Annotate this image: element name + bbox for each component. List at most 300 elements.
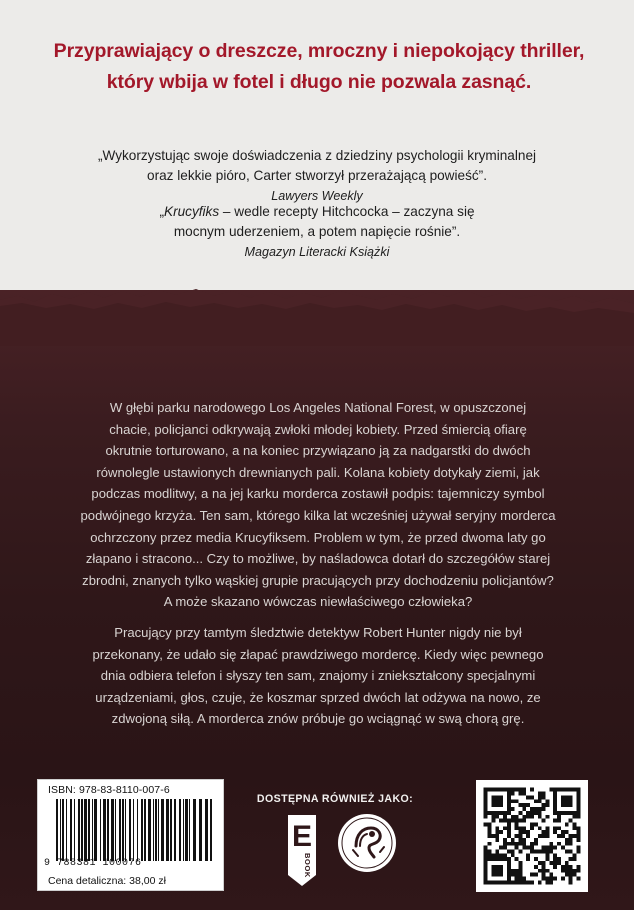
qr-module [538,880,542,884]
synopsis-line: podwójnego krzyża. Ten sam, którego kilka lat wcześniej używał seryjny morderca [80,507,556,523]
barcode-bar [189,799,190,861]
qr-module [569,838,573,842]
qr-module [522,819,526,823]
qr-module [546,826,550,830]
qr-module [538,869,542,873]
qr-module [515,842,519,846]
qr-module [576,838,580,842]
qr-module [573,826,577,830]
synopsis-line: ochrzczony przez media Krucyfiksem. Problem w tym, że przed dwoma laty go [90,529,546,545]
top-paper-section [0,0,634,320]
synopsis-line: podczas modlitwy, a na jej karku morderca zostawił podpis: tajemniczy symbol [91,486,545,502]
qr-module [511,869,515,873]
barcode-bar [92,799,93,861]
qr-module [507,826,511,830]
ebook-letter: E [291,820,313,853]
barcode-bar [210,799,212,861]
qr-module [491,795,503,807]
synopsis-paragraph-1 [38,397,598,613]
barcode-bar [183,799,184,861]
qr-module [565,865,569,869]
qr-module [526,803,530,807]
qr-module [542,830,546,834]
qr-module [488,830,492,834]
qr-module [526,795,530,799]
qr-module [569,850,573,854]
barcode-bar [170,799,172,861]
synopsis-line: równolegle ustawionych drewnianych pali. Kolana kobiety dotykały ziemi, jak [96,464,540,480]
qr-module [534,850,538,854]
barcode-bar [161,799,164,861]
qr-module [576,815,580,819]
barcode-bar [88,799,90,861]
barcode-bar [179,799,181,861]
qr-module [534,811,538,815]
qr-module [534,822,538,826]
barcode-bar [133,799,134,861]
qr-module [530,811,534,815]
barcode-bar [84,799,87,861]
qr-module [549,788,553,792]
qr-module [511,838,515,842]
ebook-word: BOOK [303,853,312,878]
qr-module [507,842,511,846]
barcode-bar [148,799,151,861]
qr-module [511,842,515,846]
qr-module [542,850,546,854]
qr-module [511,792,515,796]
qr-module [522,877,526,881]
synopsis-line: dnia odbiera telefon i słyszy ten sam, znajomy i zniekształcony specjalnymi [100,668,536,684]
qr-module [495,838,499,842]
qr-module [495,853,499,857]
synopsis-line: A może skazano wówczas niewłaściwego człowieka? [163,594,473,610]
barcode-bar [185,799,188,861]
barcode-bar [158,799,159,861]
qr-module [515,846,519,850]
qr-module [542,846,546,850]
qr-module [518,861,522,865]
qr-module [557,861,561,865]
quote-2-line-1-rest: – wedle recepty Hitchcocka – zaczyna się [219,204,475,219]
qr-module [518,880,522,884]
qr-module [542,869,546,873]
isbn-label: ISBN: 978-83-8110-007-6 [48,784,170,796]
quote-2-title: Krucyfiks [164,204,220,219]
barcode-bar [81,799,83,861]
qr-module [565,838,569,842]
qr-module [522,842,526,846]
review-quote-1 [30,146,604,207]
qr-module [491,853,495,857]
qr-module [549,846,553,850]
qr-module [569,869,573,873]
qr-module [522,838,526,842]
qr-module [518,792,522,796]
qr-module [518,803,522,807]
quote-2-line-1: „Krucyfiks – wedle recepty Hitchcocka – zaczyna się [159,204,475,219]
qr-module [503,853,507,857]
qr-module [522,807,526,811]
qr-module [530,846,534,850]
qr-module [484,846,488,850]
synopsis-line: chacie, policjanci odkrywają zwłoki młodej kobiety. Przed śmiercią ofiarę [109,421,527,437]
qr-module [569,842,573,846]
qr-module [542,834,546,838]
qr-module [549,861,553,865]
qr-module [557,815,561,819]
qr-module [573,815,577,819]
qr-module [495,834,499,838]
isbn-barcode-box [37,779,224,891]
barcode-bar [119,799,121,861]
qr-module [503,842,507,846]
qr-module [569,865,573,869]
qr-module [557,834,561,838]
quote-2-line-2: mocnym uderzeniem, a potem napięcie rośnie”. [173,224,461,239]
qr-module [534,842,538,846]
qr-module [553,877,557,881]
barcode-bar [66,799,67,861]
qr-module [522,830,526,834]
barcode-bar [144,799,146,861]
qr-module [546,850,550,854]
qr-module [507,830,511,834]
qr-module [534,799,538,803]
barcode-bar [193,799,196,861]
qr-module [546,830,550,834]
qr-module [538,795,542,799]
audiobook-icon [336,812,398,874]
qr-module [522,815,526,819]
qr-module [534,873,538,877]
qr-module [511,873,515,877]
qr-module [542,865,546,869]
barcode-bar [62,799,64,861]
qr-module [522,880,526,884]
qr-module [538,826,542,830]
barcode-bar [205,799,208,861]
qr-module [546,803,550,807]
quote-1-line-2: oraz lekkie pióro, Carter stworzył przerażającą powieść”. [147,168,487,183]
qr-module [557,842,561,846]
qr-module [553,865,557,869]
qr-module [507,819,511,823]
qr-module [569,873,573,877]
qr-module [503,846,507,850]
qr-module [511,819,515,823]
qr-module [534,838,538,842]
qr-module [495,850,499,854]
barcode-bar [100,799,101,861]
qr-module [546,857,550,861]
qr-module [526,815,530,819]
qr-module [546,815,550,819]
tagline-line-2: który wbija w fotel i długo nie pozwala zasnąć. [106,71,532,93]
synopsis-line: okrutnie torturowano, a na koniec przywiązano ją za nadgarstki do dwóch [105,443,531,459]
qr-module [515,869,519,873]
barcode-bar [166,799,169,861]
barcode-bar [94,799,97,861]
qr-module [518,850,522,854]
qr-module [518,838,522,842]
qr-module [546,877,550,881]
qr-module [515,799,519,803]
qr-module [488,853,492,857]
qr-module [518,873,522,877]
qr-module [499,846,503,850]
barcode-bar [129,799,131,861]
barcode-bar [60,799,61,861]
qr-module [542,807,546,811]
qr-module [518,811,522,815]
synopsis-line: Pracujący przy tamtym śledztwie detektyw Robert Hunter nigdy nie był [114,625,522,640]
barcode-bar [78,799,80,861]
synopsis-line: zbrodni, znanych tylko wąskiej grupie pracujących przy dochodzeniu policjantów? [82,572,554,588]
qr-module [530,795,534,799]
qr-module [488,826,492,830]
qr-module [569,877,573,881]
qr-module [565,842,569,846]
qr-module [518,869,522,873]
quote-2-source: Magazyn Literacki Książki [244,245,390,259]
qr-module [561,846,565,850]
qr-module [573,834,577,838]
qr-module [518,842,522,846]
qr-module [491,865,503,877]
qr-module [546,834,550,838]
qr-module [484,815,488,819]
barcode-bar [107,799,109,861]
qr-module [549,842,553,846]
qr-module [534,865,538,869]
qr-module [569,857,573,861]
qr-module [503,815,507,819]
qr-module [565,850,569,854]
barcode [52,799,218,861]
qr-module [553,846,557,850]
quote-1-line-1: „Wykorzystując swoje doświadczenia z dziedziny psychologii kryminalnej [97,148,537,163]
qr-module [491,834,495,838]
barcode-bar [153,799,154,861]
qr-module [553,861,557,865]
qr-module [526,830,530,834]
qr-module [530,822,534,826]
qr-module [549,877,553,881]
qr-module [499,830,503,834]
tagline-line-1: Przyprawiający o dreszcze, mroczny i niepokojący thriller, [53,40,585,62]
qr-module [565,873,569,877]
qr-module [511,807,515,811]
qr-module [530,850,534,854]
qr-module [526,834,530,838]
qr-module [507,834,511,838]
qr-module [507,850,511,854]
qr-module [565,861,569,865]
qr-module [573,869,577,873]
torn-paper-edge [0,286,634,346]
qr-module [515,822,519,826]
qr-module [565,822,569,826]
qr-module [542,861,546,865]
qr-module [518,788,522,792]
qr-module [484,822,488,826]
qr-module [546,869,550,873]
qr-module [515,857,519,861]
qr-module [538,861,542,865]
synopsis-line: W głębi parku narodowego Los Angeles National Forest, w opuszczonej [109,400,527,415]
qr-module [518,830,522,834]
qr-module [549,873,553,877]
qr-module [515,815,519,819]
qr-module [546,853,550,857]
qr-module [488,822,492,826]
tagline [24,36,614,98]
qr-module [538,834,542,838]
qr-module [573,822,577,826]
qr-module [561,830,565,834]
synopsis-paragraph-2 [38,622,598,730]
qr-module [484,850,488,854]
qr-module [542,877,546,881]
qr-module [561,865,565,869]
quote-1-source: Lawyers Weekly [271,189,363,203]
qr-module [495,815,499,819]
qr-module [499,853,503,857]
synopsis-line: złapano i stracono... Czy to możliwe, by naśladowca dotarł do szczegółów starej [85,551,551,567]
qr-module [549,880,553,884]
qr-module [530,880,534,884]
qr-module [530,826,534,830]
barcode-bar [74,799,75,861]
qr-module [522,826,526,830]
qr-module [553,857,557,861]
qr-module [549,850,553,854]
qr-module [511,880,515,884]
barcode-bar [137,799,138,861]
qr-module [530,788,534,792]
qr-module [576,834,580,838]
retail-price: Cena detaliczna: 38,00 zł [48,875,166,887]
qr-module [557,826,561,830]
qr-module [542,792,546,796]
qr-module [518,834,522,838]
qr-module [553,819,557,823]
qr-module [573,853,577,857]
qr-module [522,788,526,792]
qr-module [576,846,580,850]
qr-module [561,877,565,881]
barcode-bar [103,799,106,861]
qr-module [522,803,526,807]
qr-module [538,815,542,819]
barcode-bar [70,799,72,861]
qr-module [576,826,580,830]
qr-module [538,799,542,803]
barcode-bar [199,799,202,861]
synopsis-line: zdwojoną siłą. A morderca znów próbuje go wciągnąć w swą chorą grę. [111,711,525,727]
qr-code [476,780,588,892]
qr-module [515,834,519,838]
synopsis-line: urządzeniami, głos, czuje, że koszmar sprzed dwóch lat odżywa na nowo, ze [95,689,541,705]
qr-module [515,873,519,877]
qr-module [522,792,526,796]
barcode-bar [56,799,58,861]
qr-module [530,815,534,819]
qr-module [515,880,519,884]
qr-module [546,799,550,803]
qr-module [553,853,557,857]
qr-module [511,850,515,854]
qr-module [576,850,580,854]
barcode-bar [174,799,176,861]
qr-module [488,850,492,854]
qr-module [565,830,569,834]
barcode-digits: 9 788381 100076 [44,858,142,869]
qr-module [491,815,495,819]
barcode-bar [122,799,124,861]
qr-module [491,819,495,823]
barcode-bar [155,799,157,861]
qr-module [538,850,542,854]
qr-module [546,880,550,884]
qr-module [495,830,499,834]
qr-module [488,834,492,838]
qr-module [515,788,519,792]
ebook-icon [285,813,319,888]
barcode-bar [111,799,114,861]
qr-module [534,807,538,811]
qr-module [573,873,577,877]
qr-module [530,807,534,811]
qr-module [542,873,546,877]
qr-module [576,865,580,869]
qr-module [542,819,546,823]
qr-module [561,834,565,838]
qr-module [511,853,515,857]
qr-module [526,857,530,861]
synopsis-line: przekonany, że udało się złapać prawdziwego mordercę. Kiedy więc pewnego [92,646,544,662]
qr-module [499,819,503,823]
qr-module [542,803,546,807]
qr-module [538,792,542,796]
qr-module [507,822,511,826]
qr-module [484,853,488,857]
qr-module [546,846,550,850]
qr-module [538,811,542,815]
qr-module [576,877,580,881]
qr-module [526,853,530,857]
qr-module [553,826,557,830]
qr-module [518,877,522,881]
qr-module [518,819,522,823]
qr-module [503,819,507,823]
qr-module [515,819,519,823]
qr-module [518,826,522,830]
qr-module [511,799,515,803]
qr-module [565,869,569,873]
qr-module [534,857,538,861]
qr-module [542,795,546,799]
qr-module [503,838,507,842]
qr-module [515,877,519,881]
qr-module [530,842,534,846]
review-quote-2 [30,202,604,263]
qr-module [576,869,580,873]
qr-module [488,842,492,846]
qr-module [511,815,515,819]
qr-module [530,873,534,877]
